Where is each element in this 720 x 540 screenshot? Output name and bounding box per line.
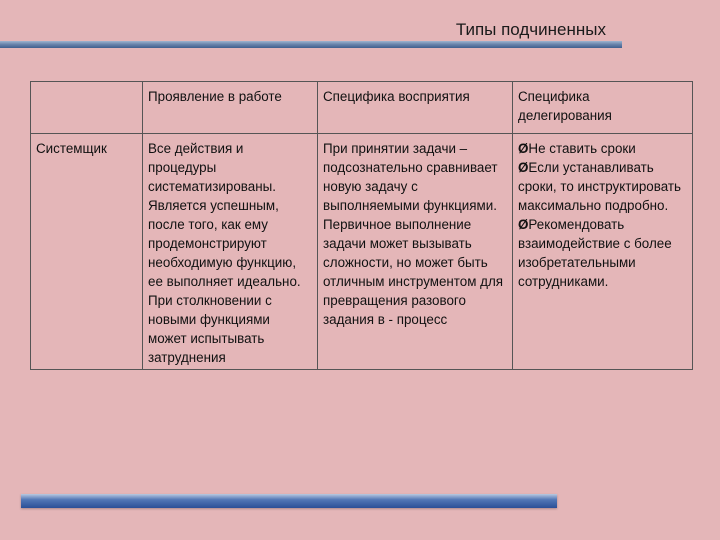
delegation-item: ØЕсли устанавливать сроки, то инструктировать максимально подробно. (518, 160, 681, 213)
cell-work: Все действия и процедуры систематизированы. Является успешным, после того, как ему продемонстрируют необходимую функцию, ее выполняет идеально. При столкновении с новыми функциями может испытывать затруднения (143, 134, 318, 370)
header-work: Проявление в работе (143, 82, 318, 134)
arrow-bullet-icon: Ø (518, 217, 529, 232)
table-header-row (31, 82, 693, 134)
arrow-bullet-icon: Ø (518, 160, 529, 175)
cell-perception: При принятии задачи – подсознательно сравнивает новую задачу с выполняемыми функциями. Первичное выполнение задачи может вызывать сложности, но может быть отличным инструментом для превращения разового задания в - процесс (318, 134, 513, 370)
arrow-bullet-icon: Ø (518, 141, 529, 156)
header-delegation: Специфика делегирования (513, 82, 693, 134)
row-label: Системщик (31, 134, 143, 370)
title-underline-bar (0, 41, 622, 48)
subordinate-types-table (30, 81, 693, 370)
cell-delegation (513, 134, 693, 370)
delegation-item: ØНе ставить сроки (518, 141, 636, 156)
table-corner-cell (31, 82, 143, 134)
header-perception: Специфика восприятия (318, 82, 513, 134)
delegation-item: ØРекомендовать взаимодействие с более изобретательными сотрудниками. (518, 217, 672, 289)
table-row (31, 134, 693, 370)
footer-bar (21, 494, 557, 508)
slide-title: Типы подчиненных (455, 20, 606, 39)
